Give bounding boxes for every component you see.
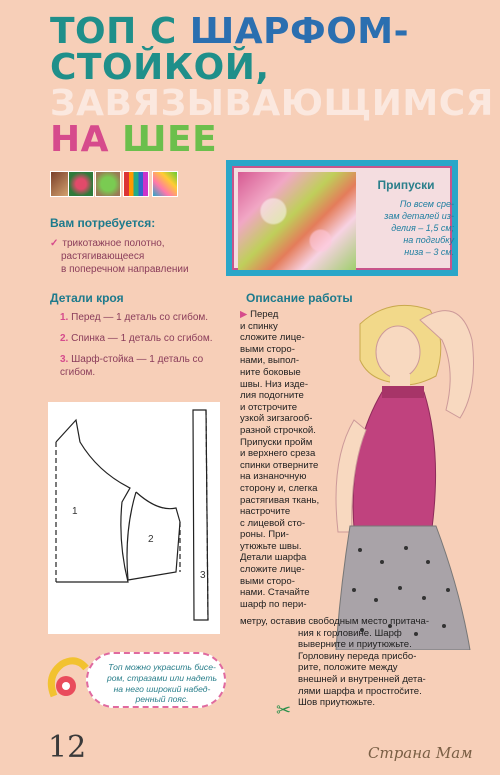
- cut-parts-heading: Детали кроя: [50, 291, 124, 305]
- work-line: сложите лице-: [240, 332, 305, 344]
- work-line: нами. Стачайте: [240, 587, 310, 599]
- pattern-label-3: 3: [200, 570, 206, 581]
- thumbnail-fabric-2: [152, 171, 178, 197]
- tip-callout: [46, 652, 226, 708]
- work-line: растягивая ткань,: [240, 494, 320, 506]
- pattern-diagram: [48, 402, 220, 634]
- work-line: утюжьте швы.: [240, 540, 302, 552]
- cut-parts-list: [60, 311, 230, 387]
- work-line: и спинку: [240, 320, 278, 332]
- fabric-photo: [238, 172, 356, 270]
- tip-line: ром, стразами или надеть: [106, 672, 218, 683]
- work-line: рите, положите между: [298, 662, 398, 674]
- work-line: на изнаночную: [240, 471, 307, 483]
- needs-line: в поперечном направлении: [61, 264, 189, 275]
- work-line: [240, 309, 330, 321]
- work-line: ния к горловине. Шарф: [298, 627, 402, 639]
- work-line: Детали шарфа: [240, 552, 307, 564]
- work-line: настрочите: [240, 506, 291, 518]
- cut-item-text: сгибом.: [60, 367, 96, 378]
- allowance-line: зам деталей из-: [384, 211, 454, 221]
- work-line: узкой зигзагооб-: [240, 413, 313, 425]
- title-line4-a: НА: [50, 119, 123, 160]
- cut-item-number: 1.: [60, 312, 69, 323]
- scissors-icon: ✂: [276, 700, 292, 720]
- thumbnail-threads: [123, 171, 149, 197]
- allowance-line: низа – 3 см.: [404, 247, 454, 257]
- title-line1-b: ШАРФОМ-: [189, 11, 410, 52]
- cut-item-text: Перед — 1 деталь со сгибом.: [71, 312, 209, 323]
- work-line: Шов приутюжьте.: [298, 697, 376, 709]
- allowance-line: По всем сре-: [399, 199, 454, 209]
- title-line3: ЗАВЯЗЫВАЮЩИМСЯ: [50, 83, 494, 124]
- needs-heading: Вам потребуется:: [50, 216, 156, 230]
- work-line: роны. При-: [240, 529, 289, 541]
- needs-line: растягивающееся: [61, 251, 145, 262]
- tip-text: [102, 662, 222, 705]
- article-title: [50, 11, 494, 160]
- work-line: метру, оставив свободным место притача-: [240, 616, 430, 627]
- work-line: ните боковые: [240, 366, 301, 378]
- tip-line: Топ можно украсить бисе-: [108, 662, 216, 672]
- cut-item-back: [60, 332, 230, 345]
- title-line2: СТОЙКОЙ,: [50, 47, 270, 88]
- watermark: Страна Мам: [368, 744, 473, 762]
- work-line: сложите лице-: [240, 564, 305, 576]
- tip-line: на него широкий набед-: [113, 683, 211, 694]
- allowance-box: [226, 160, 458, 276]
- work-line: спинки отверните: [240, 459, 319, 471]
- work-line: выми сторо-: [240, 575, 295, 587]
- cut-item-front: [60, 311, 230, 324]
- cut-item-number: 2.: [60, 333, 69, 344]
- work-line: лями шарфа и простročите.: [298, 685, 422, 697]
- work-line: швы. Низ изде-: [240, 378, 309, 390]
- work-line: выверните и приутюжьте.: [298, 639, 412, 651]
- cut-item-number: 3.: [60, 354, 69, 365]
- work-text-narrow: [240, 309, 330, 610]
- woman-illustration: [320, 300, 500, 650]
- allowance-frame: [232, 166, 452, 270]
- tip-line: ренный пояс.: [135, 694, 189, 705]
- cut-item-scarf: [60, 353, 230, 379]
- work-line: шарф по пери-: [240, 598, 307, 610]
- thumbnail-thread: [68, 171, 94, 197]
- allowance-line: на подгибку: [403, 235, 454, 245]
- needs-item: [50, 237, 220, 276]
- work-line: Горловину переда присбо-: [298, 650, 417, 662]
- play-icon: ▶: [240, 309, 248, 320]
- check-icon: ✓: [50, 238, 59, 249]
- work-line: с лицевой сто-: [240, 517, 306, 529]
- work-line: и отстрочите: [240, 401, 298, 413]
- pattern-label-2: 2: [148, 534, 154, 545]
- cut-item-text: Спинка — 1 деталь со сгибом.: [71, 333, 213, 344]
- title-line1-a: ТОП С: [50, 11, 190, 52]
- cut-item-text: Шарф-стойка — 1 деталь со: [71, 354, 204, 365]
- work-line: выми сторо-: [240, 343, 295, 355]
- work-line: внешней и внутренней дета-: [298, 673, 426, 685]
- work-line: разной строчкой.: [240, 424, 316, 436]
- work-line: лия подогните: [240, 390, 304, 402]
- work-text-wide: [240, 616, 480, 709]
- work-line: нами, выпол-: [240, 355, 300, 367]
- work-line: Припуски пройм: [240, 436, 313, 448]
- allowance-text: [360, 198, 454, 258]
- allowance-title: Припуски: [377, 178, 435, 192]
- pattern-drawing: [48, 402, 220, 634]
- work-description-heading: Описание работы: [246, 291, 353, 305]
- allowance-line: делия – 1,5 см;: [391, 223, 454, 233]
- pattern-label-1: 1: [72, 506, 78, 517]
- page-number: 12: [48, 730, 87, 765]
- needs-line: трикотажное полотно,: [62, 238, 165, 249]
- work-line: сторону и, слегка: [240, 482, 318, 494]
- title-line4-b: ШЕЕ: [122, 119, 218, 160]
- work-line: и верхнего среза: [240, 448, 316, 460]
- thumbnail-pincushion: [95, 171, 121, 197]
- work-line-text: Перед: [250, 309, 279, 320]
